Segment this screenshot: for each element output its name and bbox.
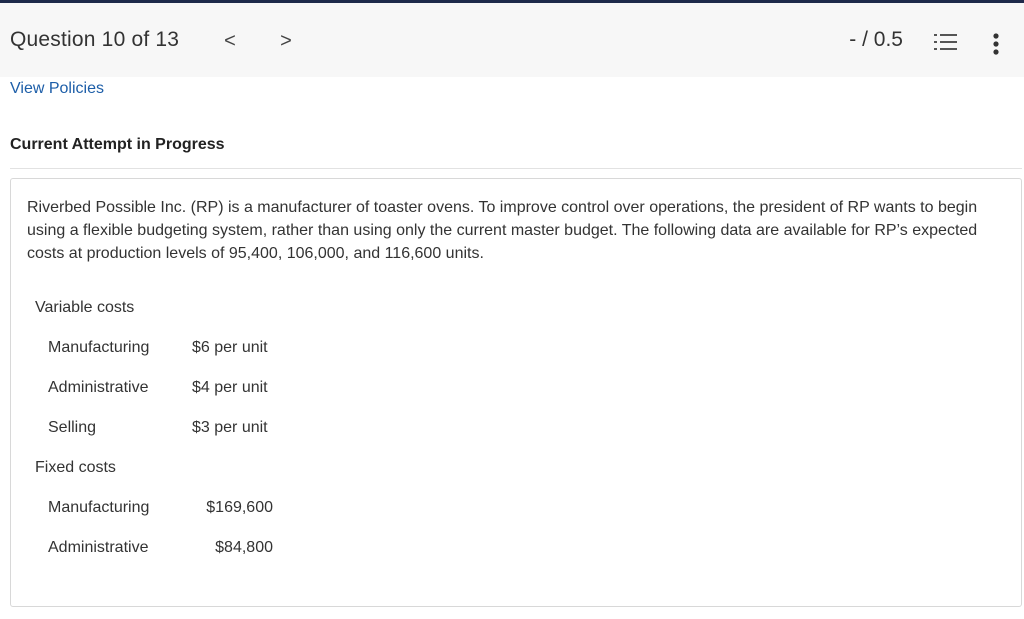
fixed-cost-label: Administrative — [48, 539, 149, 556]
variable-cost-value: $4 per unit — [192, 379, 268, 396]
numbered-list-icon[interactable] — [934, 33, 958, 53]
attempt-status: Current Attempt in Progress — [10, 136, 225, 153]
previous-question-button[interactable]: < — [224, 30, 236, 52]
section-divider — [10, 168, 1022, 169]
view-policies-link[interactable]: View Policies — [10, 80, 104, 97]
score-display: - / 0.5 — [849, 28, 903, 51]
question-counter: Question 10 of 13 — [10, 28, 180, 51]
fixed-cost-value: $84,800 — [215, 539, 273, 556]
variable-costs-heading: Variable costs — [35, 299, 135, 316]
question-card — [10, 178, 1022, 607]
variable-cost-label: Selling — [48, 419, 97, 436]
fixed-cost-label: Manufacturing — [48, 499, 150, 516]
fixed-cost-value: $169,600 — [206, 499, 273, 516]
vertical-ellipsis-icon[interactable] — [984, 31, 1008, 57]
variable-cost-value: $3 per unit — [192, 419, 268, 436]
variable-cost-label: Manufacturing — [48, 339, 150, 356]
variable-cost-label: Administrative — [48, 379, 149, 396]
question-header — [0, 3, 1024, 77]
next-question-button[interactable]: > — [280, 30, 292, 52]
variable-cost-value: $6 per unit — [192, 339, 268, 356]
problem-statement: Riverbed Possible Inc. (RP) is a manufacturer of toaster ovens. To improve control over operations, the president of RP wants to begin using a flexible budgeting system, rather than using only the current master budget. The following data are available for RP’s expected costs at production levels of 95,400, 106,000, and 116,600 units. — [27, 199, 978, 262]
fixed-costs-heading: Fixed costs — [35, 459, 116, 476]
